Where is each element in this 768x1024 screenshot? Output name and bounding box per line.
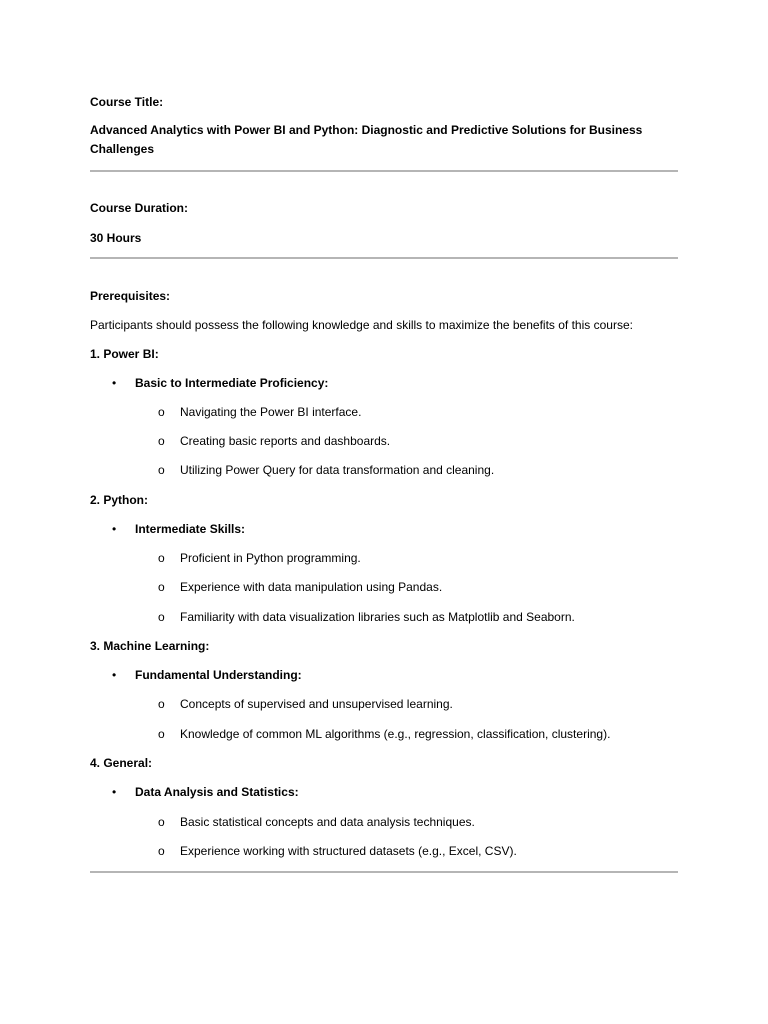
- list-item: Creating basic reports and dashboards.: [180, 434, 391, 448]
- circle-bullet-icon: o: [158, 405, 165, 419]
- course-duration-label: Course Duration:: [90, 201, 189, 215]
- circle-bullet-icon: o: [158, 551, 165, 565]
- circle-bullet-icon: o: [158, 815, 165, 829]
- list-item: Experience working with structured datasets (e.g., Excel, CSV).: [180, 844, 517, 858]
- circle-bullet-icon: o: [158, 434, 165, 448]
- section-subheading: Fundamental Understanding:: [135, 668, 302, 682]
- divider: [90, 257, 678, 259]
- bullet-icon: •: [112, 522, 117, 536]
- circle-bullet-icon: o: [158, 580, 165, 594]
- course-duration-value: 30 Hours: [90, 231, 142, 245]
- section-heading: 1. Power BI:: [90, 347, 159, 361]
- section-subheading: Basic to Intermediate Proficiency:: [135, 376, 329, 390]
- bullet-icon: •: [112, 785, 117, 799]
- section-heading: 3. Machine Learning:: [90, 639, 210, 653]
- list-item: Knowledge of common ML algorithms (e.g., regression, classification, clustering).: [180, 727, 611, 741]
- list-item: Navigating the Power BI interface.: [180, 405, 362, 419]
- list-item: Familiarity with data visualization libraries such as Matplotlib and Seaborn.: [180, 610, 575, 624]
- divider: [90, 871, 678, 873]
- course-title-value: Advanced Analytics with Power BI and Python: Diagnostic and Predictive Solutions for Business Challenges: [90, 123, 643, 156]
- circle-bullet-icon: o: [158, 463, 165, 477]
- section-heading: 4. General:: [90, 756, 153, 770]
- circle-bullet-icon: o: [158, 727, 165, 741]
- list-item: Basic statistical concepts and data analysis techniques.: [180, 815, 475, 829]
- circle-bullet-icon: o: [158, 844, 165, 858]
- list-item: Concepts of supervised and unsupervised learning.: [180, 697, 453, 711]
- circle-bullet-icon: o: [158, 697, 165, 711]
- list-item: Utilizing Power Query for data transformation and cleaning.: [180, 463, 495, 477]
- list-item: Experience with data manipulation using Pandas.: [180, 580, 443, 594]
- section-subheading: Intermediate Skills:: [135, 522, 246, 536]
- section-heading: 2. Python:: [90, 493, 149, 507]
- bullet-icon: •: [112, 668, 117, 682]
- prerequisites-intro: Participants should possess the following knowledge and skills to maximize the benefits of this course:: [90, 318, 633, 332]
- circle-bullet-icon: o: [158, 610, 165, 624]
- divider: [90, 170, 678, 172]
- section-subheading: Data Analysis and Statistics:: [135, 785, 299, 799]
- bullet-icon: •: [112, 376, 117, 390]
- list-item: Proficient in Python programming.: [180, 551, 361, 565]
- course-title-label: Course Title:: [90, 95, 164, 109]
- prerequisites-heading: Prerequisites:: [90, 289, 171, 303]
